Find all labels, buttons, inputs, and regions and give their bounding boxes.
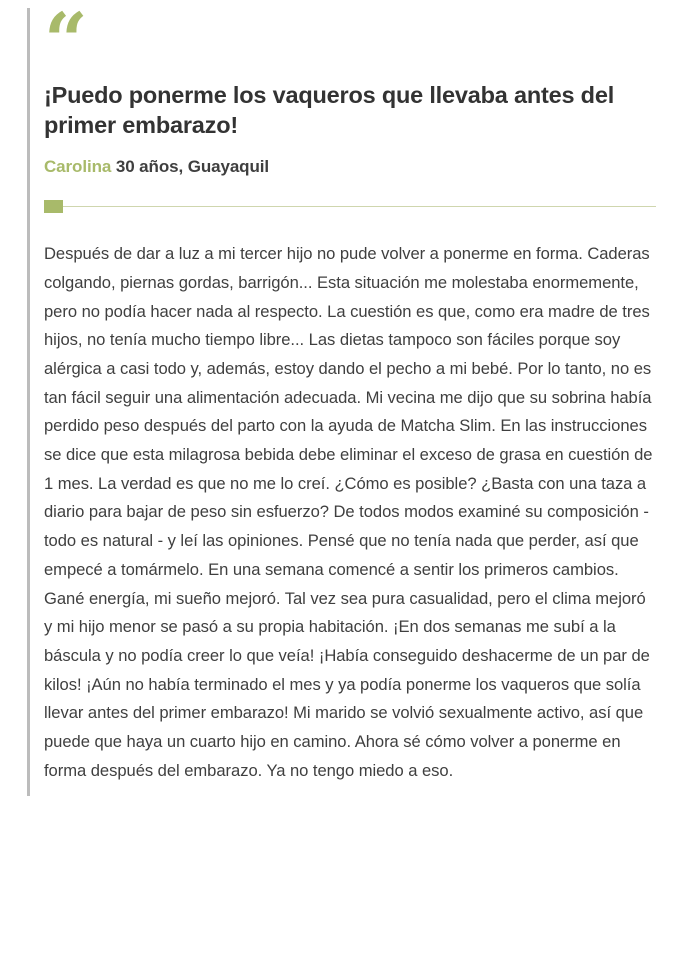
- quote-mark-icon: “: [44, 0, 86, 85]
- author-details: 30 años, Guayaquil: [115, 157, 269, 177]
- left-accent-rule: [27, 8, 30, 796]
- testimonial-headline: ¡Puedo ponerme los vaqueros que llevaba antes del primer embarazo!: [44, 82, 615, 139]
- divider-accent-block: [44, 200, 63, 213]
- testimonial-body: Después de dar a luz a mi tercer hijo no pude volver a ponerme en forma. Caderas colgando, piernas gordas, barrigón... Esta situación me molestaba enormemente, pero no podía hacer nada al respecto. La cuestión es que, como era madre de tres hijos, no tenía mucho tiempo libre... Las dietas tampoco son fáciles porque soy alérgica a casi todo y, además, estoy dando el pecho a mi bebé. Por lo tanto, no es tan fácil seguir una alimentación adecuada. Mi vecina me dijo que su sobrina había perdido peso después del parto con la ayuda de Matcha Slim. En las instrucciones se dice que esta milagrosa bebida debe eliminar el exceso de grasa en cuestión de 1 mes. La verdad es que no me lo creí. ¿Cómo es posible? ¿Basta con una taza a diario para bajar de peso sin esfuerzo? De todos modos examiné su composición - todo es natural - y leí las opiniones. Pensé que no tenía nada que perder, así que empecé a tomármelo. En una semana comencé a sentir los primeros cambios. Gané energía, mi sueño mejoró. Tal vez sea pura casualidad, pero el clima mejoró y mi hijo menor se pasó a su propia habitación. ¡En dos semanas me subí a la báscula y no podía creer lo que veía! ¡Había conseguido deshacerme de un par de kilos! ¡Aún no había terminado el mes y ya podía ponerme los vaqueros que solía llevar antes del primer embarazo! Mi marido se volvió sexualmente activo, así que puede que haya un cuarto hijo en camino. Ahora sé cómo volver a ponerme en forma después del embarazo. Ya no tengo miedo a eso.: [44, 244, 653, 780]
- author-name: Carolina: [44, 157, 112, 177]
- divider-line: [44, 206, 656, 207]
- testimonial-byline: [44, 157, 656, 177]
- section-divider: [44, 200, 656, 214]
